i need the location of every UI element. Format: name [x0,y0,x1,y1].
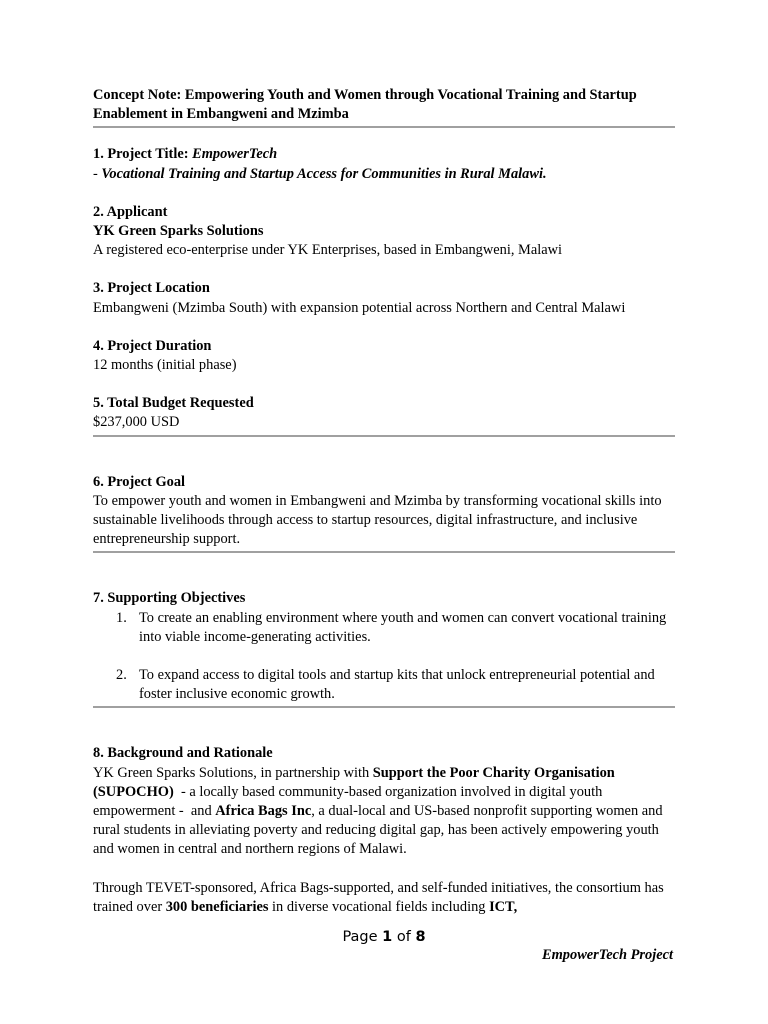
duration-text: 12 months (initial phase) [93,357,237,374]
list-number: 1. [116,609,127,626]
section-location [93,279,675,317]
text-run: YK Green Sparks Solutions, in partnership with [93,764,373,781]
list-item [93,666,675,704]
list-item [93,609,675,647]
section-goal [93,473,675,550]
objectives-list [93,609,675,705]
partner-name: Support the Poor Charity Organisation (SUPOCHO) [93,764,615,800]
section-project-title [93,145,675,183]
document-title: Concept Note: Empowering Youth and Women through Vocational Training and Startup Enablement in Embangweni and Mzimba [93,87,637,123]
section-background [93,744,675,917]
background-paragraph-2 [93,879,675,917]
section-heading: 4. Project Duration [93,337,212,354]
location-text: Embangweni (Mzimba South) with expansion potential across Northern and Central Malawi [93,299,626,316]
section-objectives [93,589,675,704]
section-heading: 2. Applicant [93,203,168,220]
of-label: of [392,929,416,945]
section-heading: 3. Project Location [93,280,210,297]
dash: - [93,165,102,182]
project-title: EmpowerTech [192,146,278,163]
page-label: Page [342,929,383,945]
budget-text: $237,000 USD [93,414,180,431]
partner-name: Africa Bags Inc [215,803,312,820]
section-heading: 1. Project Title: [93,146,193,163]
divider [93,435,675,437]
total-pages: 8 [415,929,426,945]
background-paragraph-1 [93,764,675,860]
section-heading: 7. Supporting Objectives [93,590,246,607]
divider [93,126,675,128]
text-run: in diverse vocational fields including [268,898,490,915]
text-run: , a dual-local and US-based nonprofit supporting women and rural students in alleviating poverty and reducing digital gap, has been actively empowering youth and women in central and northern regions of Malawi. [93,803,663,858]
divider [93,551,675,553]
section-applicant [93,203,675,261]
applicant-description: A registered eco-enterprise under YK Enterprises, based in Embangweni, Malawi [93,242,563,259]
section-budget [93,394,675,432]
applicant-name: YK Green Sparks Solutions [93,223,264,240]
divider [93,706,675,708]
document-body [93,86,675,917]
text-run: - a locally based community-based organization involved in digital youth empowerment - and [93,783,606,820]
goal-text: To empower youth and women in Embangweni and Mzimba by transforming vocational skills into sustainable livelihoods through access to startup resources, digital infrastructure, and inclusive entrepreneurship support. [93,492,662,548]
list-text: To create an enabling environment where youth and women can convert vocational training into viable income-generating activities. [139,609,667,645]
section-heading: 6. Project Goal [93,473,186,490]
field-name: ICT, [489,898,518,915]
section-heading: 8. Background and Rationale [93,745,273,762]
section-heading: 5. Total Budget Requested [93,395,254,412]
list-text: To expand access to digital tools and startup kits that unlock entrepreneurial potential and foster inclusive economic growth. [139,667,655,703]
current-page: 1 [382,929,393,945]
project-subtitle: Vocational Training and Startup Access for Communities in Rural Malawi. [101,165,547,182]
footer-project-name: EmpowerTech Project [542,947,673,963]
text-run: Through TEVET-sponsored, Africa Bags-supported, and self-funded initiatives, the consortium has trained over [93,879,664,915]
list-number: 2. [116,667,127,684]
page-number [0,928,768,946]
section-duration [93,337,675,375]
beneficiary-count: 300 beneficiaries [165,898,269,915]
